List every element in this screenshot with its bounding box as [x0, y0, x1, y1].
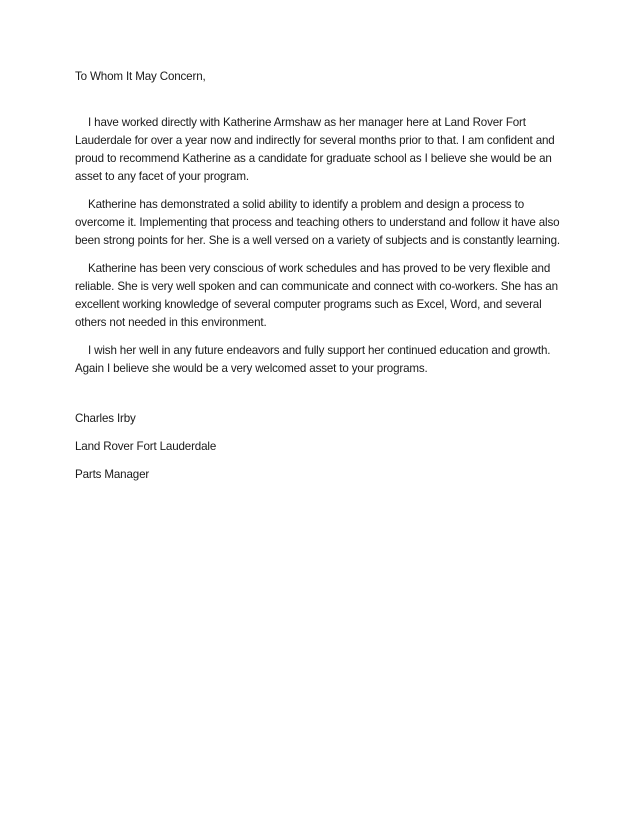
body-paragraph-3: Katherine has been very conscious of work schedules and has proved to be very flexible and reliable. She is very well spoken and can communicate and connect with co-workers. She has an excellent working knowledge of several computer programs such as Excel, Word, and several others not needed in this environment. — [75, 262, 558, 329]
signer-name: Charles Irby — [75, 412, 136, 425]
body-paragraph-2: Katherine has demonstrated a solid ability to identify a problem and design a process to overcome it. Implementing that process and teaching others to understand and follow it have also been strong points for her. She is a well versed on a variety of subjects and is constantly learning. — [75, 198, 560, 247]
signer-title: Parts Manager — [75, 468, 150, 481]
salutation: To Whom It May Concern, — [75, 70, 206, 83]
signature-block — [75, 410, 575, 484]
body-paragraph-4: I wish her well in any future endeavors and fully support her continued education and growth. Again I believe she would be a very welcomed asset to your programs. — [75, 344, 551, 375]
recommendation-letter — [75, 68, 575, 494]
signer-company: Land Rover Fort Lauderdale — [75, 440, 217, 453]
body-paragraph-1: I have worked directly with Katherine Armshaw as her manager here at Land Rover Fort Lauderdale for over a year now and indirectly for several months prior to that. I am confident and proud to recommend Katherine as a candidate for graduate school as I believe she would be an asset to any facet of your program. — [75, 116, 555, 183]
